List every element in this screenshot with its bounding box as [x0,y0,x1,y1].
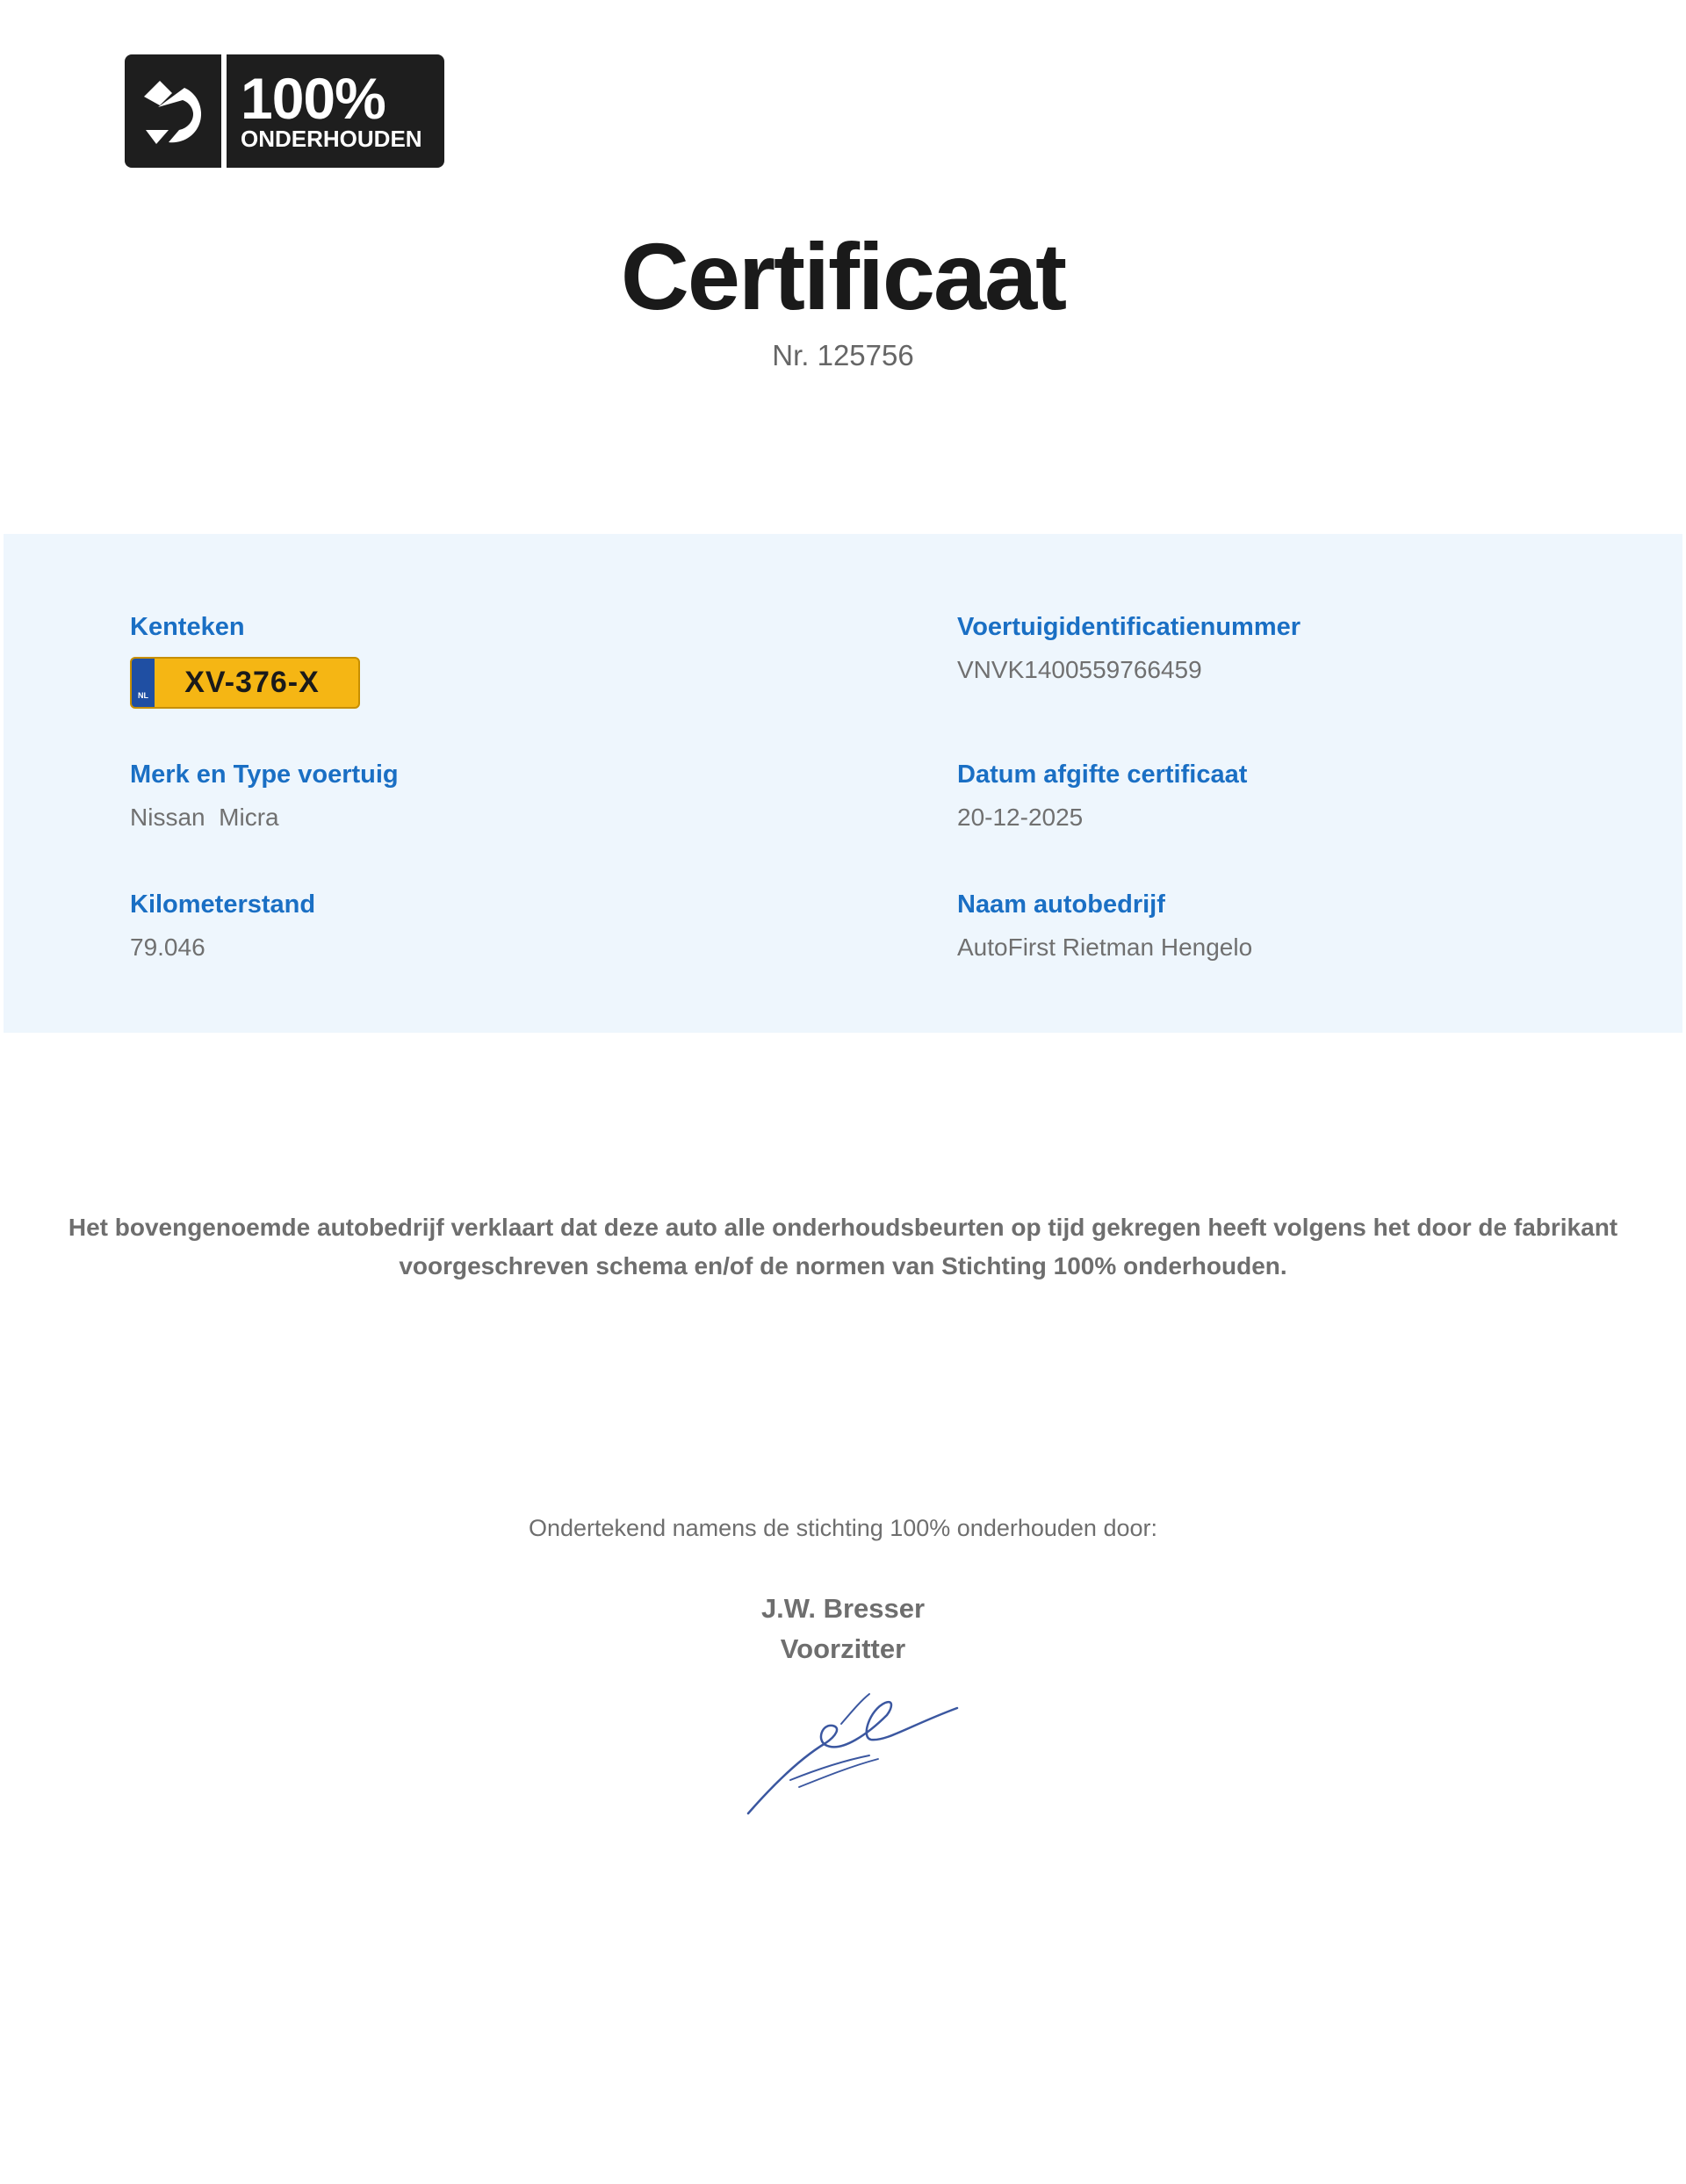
merk-type-value: Nissan Micra [130,804,279,831]
statement-line-1: Het bovengenoemde autobedrijf verklaart dat deze auto alle onderhoudsbeurten op tijd gekregen heeft volgens het door de fabrikant [68,1214,1618,1241]
datum-label: Datum afgifte certificaat [957,760,1248,789]
autobedrijf-value: AutoFirst Rietman Hengelo [957,933,1253,961]
field-vin [957,611,1301,685]
field-kenteken [130,611,360,709]
logo-subtitle: ONDERHOUDEN [241,125,422,152]
logo-percent: 100% [241,65,385,131]
license-plate [130,657,360,709]
plate-number: XV-376-X [184,666,320,699]
vin-value: VNVK1400559766459 [957,656,1202,683]
datum-value: 20-12-2025 [957,804,1084,831]
plate-country: NL [138,691,148,700]
signed-by-text: Ondertekend namens de stichting 100% onderhouden door: [528,1515,1157,1541]
kilometerstand-value: 79.046 [130,933,205,961]
field-autobedrijf [957,889,1252,962]
field-merk-type [130,759,399,833]
field-datum [957,759,1247,833]
field-kilometerstand [130,889,315,962]
signer-role: Voorzitter [780,1633,906,1664]
statement-text [35,1208,1651,1286]
eu-flag-icon [132,659,155,707]
page-title: Certificaat [620,223,1066,329]
logo [125,54,444,168]
handwritten-signature [738,1682,966,1822]
wrench-arrow-icon [125,54,221,168]
statement-line-2: voorgeschreven schema en/of de normen van Stichting 100% onderhouden. [399,1252,1287,1279]
kilometerstand-label: Kilometerstand [130,890,316,919]
certificate-number: Nr. 125756 [772,339,914,371]
autobedrijf-label: Naam autobedrijf [957,890,1165,919]
vin-label: Voertuigidentificatienummer [957,613,1301,641]
kenteken-label: Kenteken [130,613,245,641]
merk-type-label: Merk en Type voertuig [130,760,399,789]
signer-name: J.W. Bresser [760,1593,926,1624]
vehicle-info-panel [4,534,1682,1033]
logo-wordmark [227,54,444,168]
